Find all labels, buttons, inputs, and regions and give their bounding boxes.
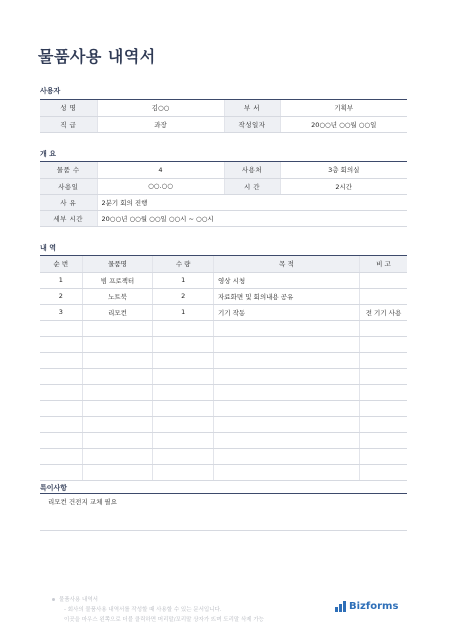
empty-row bbox=[40, 464, 407, 480]
rank-value: 과장 bbox=[97, 116, 224, 132]
empty-row bbox=[40, 400, 407, 416]
rank-label: 직 급 bbox=[40, 116, 97, 132]
use-date-label: 사용일 bbox=[40, 178, 97, 194]
table-row bbox=[40, 178, 407, 194]
footer-line-2: - 회사의 물품사용 내역서를 작성할 때 사용할 수 있는 문서입니다. bbox=[64, 607, 222, 613]
table-row bbox=[40, 210, 407, 226]
cell-item: 노트북 bbox=[82, 288, 153, 304]
col-header-item: 물품명 bbox=[82, 256, 153, 272]
empty-row bbox=[40, 336, 407, 352]
cell-purpose: 자료화면 및 회의내용 공유 bbox=[214, 288, 360, 304]
empty-row bbox=[40, 448, 407, 464]
reason-value: 2분기 회의 진행 bbox=[97, 194, 407, 210]
cell-remark bbox=[359, 288, 407, 304]
empty-row bbox=[40, 432, 407, 448]
footer-line-1: 물품사용 내역서 bbox=[59, 597, 98, 603]
overview-section-label: 개 요 bbox=[40, 150, 56, 158]
written-date-label: 작성일자 bbox=[224, 116, 280, 132]
cell-item: 빔 프로젝터 bbox=[82, 272, 153, 288]
table-row bbox=[40, 304, 407, 320]
cell-purpose: 기기 작동 bbox=[214, 304, 360, 320]
place-value: 3층 회의실 bbox=[280, 162, 407, 178]
empty-row bbox=[40, 352, 407, 368]
notes-section-rule bbox=[40, 493, 407, 494]
empty-row bbox=[40, 320, 407, 336]
cell-remark bbox=[359, 272, 407, 288]
duration-value: 2시간 bbox=[280, 178, 407, 194]
item-count-label: 물품 수 bbox=[40, 162, 97, 178]
name-label: 성 명 bbox=[40, 100, 97, 116]
col-header-qty: 수 량 bbox=[153, 256, 214, 272]
brand-name: Bizforms bbox=[349, 601, 399, 612]
cell-item: 리모컨 bbox=[82, 304, 153, 320]
table-header-row bbox=[40, 256, 407, 272]
col-header-no: 순 번 bbox=[40, 256, 82, 272]
cell-qty: 2 bbox=[153, 288, 214, 304]
detail-table bbox=[40, 256, 407, 481]
table-row bbox=[40, 116, 407, 132]
use-date-value: ○○.○○ bbox=[97, 178, 224, 194]
duration-label: 시 간 bbox=[224, 178, 280, 194]
footer-note bbox=[52, 595, 264, 625]
department-label: 부 서 bbox=[224, 100, 280, 116]
detail-time-value: 20○○년 ○○월 ○○일 ○○시 ~ ○○시 bbox=[97, 210, 407, 226]
department-value: 기획부 bbox=[280, 100, 407, 116]
empty-row bbox=[40, 416, 407, 432]
reason-label: 사 유 bbox=[40, 194, 97, 210]
table-row bbox=[40, 162, 407, 178]
table-row bbox=[40, 288, 407, 304]
user-table bbox=[40, 100, 407, 133]
cell-no: 1 bbox=[40, 272, 82, 288]
overview-table bbox=[40, 162, 407, 227]
place-label: 사용처 bbox=[224, 162, 280, 178]
cell-qty: 1 bbox=[153, 272, 214, 288]
notes-bottom-line bbox=[40, 530, 407, 531]
written-date-value: 20○○년 ○○월 ○○일 bbox=[280, 116, 407, 132]
empty-row bbox=[40, 368, 407, 384]
table-row bbox=[40, 272, 407, 288]
col-header-remark: 비 고 bbox=[359, 256, 407, 272]
detail-time-label: 세부 시간 bbox=[40, 210, 97, 226]
item-count-value: 4 bbox=[97, 162, 224, 178]
user-section-label: 사용자 bbox=[40, 87, 61, 95]
notes-text: 리모컨 건전지 교체 필요 bbox=[48, 498, 117, 506]
bullet-icon bbox=[52, 598, 55, 601]
table-row bbox=[40, 194, 407, 210]
cell-no: 3 bbox=[40, 304, 82, 320]
brand-logo bbox=[335, 601, 398, 612]
name-value: 김○○ bbox=[97, 100, 224, 116]
cell-purpose: 영상 시청 bbox=[214, 272, 360, 288]
table-row bbox=[40, 100, 407, 116]
col-header-purpose: 목 적 bbox=[214, 256, 360, 272]
empty-row bbox=[40, 384, 407, 400]
cell-qty: 1 bbox=[153, 304, 214, 320]
detail-section-label: 내 역 bbox=[40, 244, 56, 252]
footer-line-3: 이곳을 마우스 왼쪽으로 더블 클릭하면 머리말/꼬리말 상자가 뜨며 도리말 삭제 가능 bbox=[64, 617, 264, 623]
cell-no: 2 bbox=[40, 288, 82, 304]
cell-remark: 전 기기 사용 bbox=[359, 304, 407, 320]
notes-section-label: 특이사항 bbox=[40, 484, 68, 492]
bizforms-logo-icon bbox=[335, 601, 346, 612]
document-title: 물품사용 내역서 bbox=[38, 47, 156, 66]
